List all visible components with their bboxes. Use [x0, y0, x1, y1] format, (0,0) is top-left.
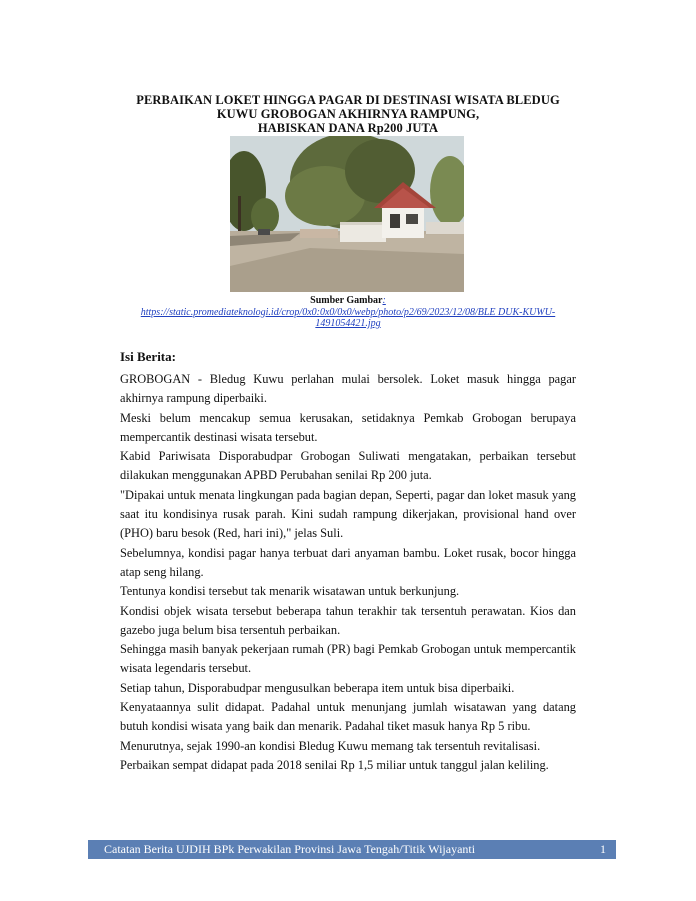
paragraph: GROBOGAN - Bledug Kuwu perlahan mulai bersolek. Loket masuk hingga pagar akhirnya rampung diperbaiki. [120, 372, 576, 406]
paragraph: Perbaikan sempat didapat pada 2018 senilai Rp 1,5 miliar untuk tanggul jalan keliling. [120, 757, 549, 772]
caption-label: Sumber Gambar [310, 295, 383, 306]
paragraph: Meski belum mencakup semua kerusakan, setidaknya Pemkab Grobogan berupaya mempercantik destinasi wisata tersebut. [120, 410, 576, 444]
image-source-link-continued[interactable]: 1491054421.jpg [315, 318, 381, 329]
article-body [120, 370, 576, 775]
caption-colon[interactable]: : [382, 295, 386, 306]
paragraph: Tentunya kondisi tersebut tak menarik wisatawan untuk berkunjung. [120, 584, 460, 599]
title-line-1: PERBAIKAN LOKET HINGGA PAGAR DI DESTINASI WISATA BLEDUG [136, 93, 560, 107]
page-footer [88, 840, 616, 859]
article-title [100, 93, 596, 135]
paragraph: Menurutnya, sejak 1990-an kondisi Bledug Kuwu memang tak tersentuh revitalisasi. [120, 738, 541, 753]
image-source-link[interactable]: https://static.promediateknologi.id/crop/0x0:0x0/0x0/webp/photo/p2/69/2023/12/08/BLE DUK-KUWU- [140, 306, 556, 318]
paragraph: Kondisi objek wisata tersebut beberapa tahun terakhir tak tersentuh perawatan. Kios dan gazebo juga belum bisa tersentuh perbaikan. [120, 603, 576, 637]
footer-text: Catatan Berita UJDIH BPk Perwakilan Provinsi Jawa Tengah/Titik Wijayanti [104, 842, 476, 856]
page-number: 1 [600, 842, 606, 856]
title-line-2: KUWU GROBOGAN AKHIRNYA RAMPUNG, [216, 107, 480, 121]
paragraph: "Dipakai untuk menata lingkungan pada bagian depan, Seperti, pagar dan loket masuk yang saat itu kondisinya rusak parah. Kini sudah rampung dikerjakan, provisional hand over (PHO) baru besok (Red, hari ini)," jelas Suli. [120, 487, 576, 541]
paragraph: Setiap tahun, Disporabudpar mengusulkan beberapa item untuk bisa diperbaiki. [120, 680, 515, 695]
paragraph: Sebelumnya, kondisi pagar hanya terbuat dari anyaman bambu. Loket rusak, bocor hingga atap seng hilang. [120, 545, 576, 579]
title-line-3: HABISKAN DANA Rp200 JUTA [257, 121, 439, 135]
paragraph: Kabid Pariwisata Disporabudpar Grobogan Suliwati mengatakan, perbaikan tersebut dilakukan menggunakan APBD Perubahan senilai Rp 200 juta. [120, 449, 576, 483]
paragraph: Kenyataannya sulit didapat. Padahal untuk menunjang jumlah wisatawan yang datang butuh kondisi wisata yang baik dan menarik. Padahal tiket masuk hanya Rp 5 ribu. [120, 700, 576, 734]
section-heading: Isi Berita: [120, 349, 176, 364]
paragraph: Sehingga masih banyak pekerjaan rumah (PR) bagi Pemkab Grobogan untuk mempercantik wisata legendaris tersebut. [120, 642, 576, 676]
ticket-booth-photo [230, 136, 464, 292]
image-caption [110, 295, 586, 330]
